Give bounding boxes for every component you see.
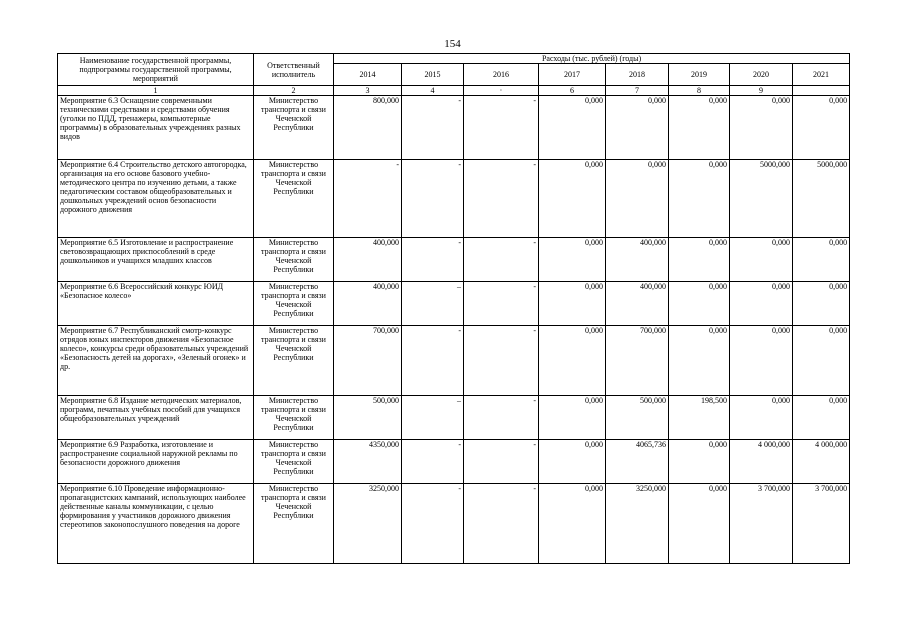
column-number-cell: 7 [606, 86, 669, 96]
expense-value-2020: 5000,000 [730, 160, 793, 238]
expense-value-2021: 0,000 [793, 326, 850, 396]
expense-value-2020: 0,000 [730, 326, 793, 396]
responsible-executor: Министерство транспорта и связи Чеченской Республики [254, 282, 334, 326]
expense-value-2018: 400,000 [606, 282, 669, 326]
table-row [58, 484, 850, 564]
expense-value-2016: - [464, 160, 539, 238]
expense-value-2018: 4065,736 [606, 440, 669, 484]
header-expenses-group: Расходы (тыс. рублей) (годы) [334, 54, 850, 64]
expense-value-2015: - [402, 238, 464, 282]
expense-value-2014: 700,000 [334, 326, 402, 396]
table-body [58, 96, 850, 564]
table-row [58, 160, 850, 238]
expense-value-2018: 0,000 [606, 160, 669, 238]
column-number-cell: 9 [730, 86, 793, 96]
measure-name: Мероприятие 6.10 Проведение информационно-пропагандистских кампаний, использующих наиболее действенные каналы коммуникации, с целью формирования у участников дорожного движения стереотипов законопослушного поведения на дороге [58, 484, 254, 564]
responsible-executor: Министерство транспорта и связи Чеченской Республики [254, 440, 334, 484]
table-row [58, 396, 850, 440]
header-year-2020: 2020 [730, 64, 793, 86]
responsible-executor: Министерство транспорта и связи Чеченской Республики [254, 96, 334, 160]
measure-name: Мероприятие 6.6 Всероссийский конкурс ЮИД «Безопасное колесо» [58, 282, 254, 326]
header-year-2015: 2015 [402, 64, 464, 86]
table-row [58, 238, 850, 282]
expense-value-2021: 3 700,000 [793, 484, 850, 564]
expense-value-2021: 4 000,000 [793, 440, 850, 484]
expense-value-2019: 0,000 [669, 440, 730, 484]
measure-name: Мероприятие 6.7 Республиканский смотр-конкурс отрядов юных инспекторов движения «Безопасное колесо», конкурсы среди образовательных учреждений «Безопасность детей на дорогах», «Зеленый огонек» и др. [58, 326, 254, 396]
expense-value-2015: - [402, 484, 464, 564]
expense-value-2015: - [402, 160, 464, 238]
column-number-cell: 6 [539, 86, 606, 96]
column-number-cell: 4 [402, 86, 464, 96]
expense-value-2014: 400,000 [334, 282, 402, 326]
header-year-2021: 2021 [793, 64, 850, 86]
expense-value-2014: 500,000 [334, 396, 402, 440]
expense-value-2016: - [464, 440, 539, 484]
expense-value-2015: - [402, 96, 464, 160]
expense-value-2019: 0,000 [669, 160, 730, 238]
expense-value-2015: - [402, 326, 464, 396]
expense-value-2018: 700,000 [606, 326, 669, 396]
expense-value-2014: 800,000 [334, 96, 402, 160]
column-number-cell: 3 [334, 86, 402, 96]
expense-value-2018: 0,000 [606, 96, 669, 160]
expense-value-2014: - [334, 160, 402, 238]
column-number-cell: 1 [58, 86, 254, 96]
expense-value-2017: 0,000 [539, 440, 606, 484]
table-row [58, 96, 850, 160]
expense-value-2014: 3250,000 [334, 484, 402, 564]
responsible-executor: Министерство транспорта и связи Чеченской Республики [254, 396, 334, 440]
responsible-executor: Министерство транспорта и связи Чеченской Республики [254, 326, 334, 396]
expense-value-2019: 0,000 [669, 96, 730, 160]
expense-value-2019: 0,000 [669, 484, 730, 564]
header-name-column: Наименование государственной программы, подпрограммы государственной программы, мероприятий [58, 54, 254, 86]
header-column-numbers [58, 86, 850, 96]
expense-value-2018: 3250,000 [606, 484, 669, 564]
page-number: 154 [444, 38, 461, 50]
expense-value-2019: 0,000 [669, 326, 730, 396]
measure-name: Мероприятие 6.5 Изготовление и распространение световозвращающих приспособлений в среде дошкольников и учащихся младших классов [58, 238, 254, 282]
budget-table [57, 53, 850, 564]
measure-name: Мероприятие 6.3 Оснащение современными техническими средствами и средствами обучения (уголки по ПДД, тренажеры, компьютерные программы) в образовательных учреждениях разных видов [58, 96, 254, 160]
expense-value-2017: 0,000 [539, 396, 606, 440]
responsible-executor: Министерство транспорта и связи Чеченской Республики [254, 484, 334, 564]
expense-value-2020: 0,000 [730, 238, 793, 282]
expense-value-2016: - [464, 96, 539, 160]
expense-value-2014: 4350,000 [334, 440, 402, 484]
expense-value-2017: 0,000 [539, 238, 606, 282]
expense-value-2019: 0,000 [669, 238, 730, 282]
expense-value-2016: - [464, 326, 539, 396]
column-number-cell: 8 [669, 86, 730, 96]
expense-value-2017: 0,000 [539, 326, 606, 396]
measure-name: Мероприятие 6.9 Разработка, изготовление и распространение социальной наружной рекламы по безопасности дорожного движения [58, 440, 254, 484]
expense-value-2021: 0,000 [793, 238, 850, 282]
column-number-cell: 2 [254, 86, 334, 96]
expense-value-2019: 0,000 [669, 282, 730, 326]
expense-value-2017: 0,000 [539, 160, 606, 238]
table-row [58, 326, 850, 396]
header-year-2019: 2019 [669, 64, 730, 86]
responsible-executor: Министерство транспорта и связи Чеченской Республики [254, 160, 334, 238]
expense-value-2015: - [402, 440, 464, 484]
expense-value-2020: 3 700,000 [730, 484, 793, 564]
expense-value-2014: 400,000 [334, 238, 402, 282]
expense-value-2015: – [402, 282, 464, 326]
header-year-2014: 2014 [334, 64, 402, 86]
expense-value-2016: - [464, 282, 539, 326]
expense-value-2020: 0,000 [730, 396, 793, 440]
table-row [58, 440, 850, 484]
expense-value-2020: 0,000 [730, 282, 793, 326]
measure-name: Мероприятие 6.4 Строительство детского автогородка, организация на его основе базового учебно-методического центра по изучению детьми, а также педагогическим составом общеобразовательных и дошкольных учреждений основ безопасности дорожного движения [58, 160, 254, 238]
expense-value-2021: 5000,000 [793, 160, 850, 238]
expense-value-2017: 0,000 [539, 484, 606, 564]
table-row [58, 282, 850, 326]
expense-value-2021: 0,000 [793, 96, 850, 160]
expense-value-2016: - [464, 484, 539, 564]
expense-value-2020: 4 000,000 [730, 440, 793, 484]
expense-value-2021: 0,000 [793, 396, 850, 440]
expense-value-2017: 0,000 [539, 282, 606, 326]
expense-value-2016: - [464, 396, 539, 440]
header-year-2018: 2018 [606, 64, 669, 86]
responsible-executor: Министерство транспорта и связи Чеченской Республики [254, 238, 334, 282]
header-year-2016: 2016 [464, 64, 539, 86]
measure-name: Мероприятие 6.8 Издание методических материалов, программ, печатных учебных пособий для учащихся общеобразовательных учреждений [58, 396, 254, 440]
expense-value-2021: 0,000 [793, 282, 850, 326]
expense-value-2016: - [464, 238, 539, 282]
expense-value-2019: 198,500 [669, 396, 730, 440]
expense-value-2018: 500,000 [606, 396, 669, 440]
expense-value-2017: 0,000 [539, 96, 606, 160]
expense-value-2018: 400,000 [606, 238, 669, 282]
column-number-cell [793, 86, 850, 96]
header-executor-column: Ответственный исполнитель [254, 54, 334, 86]
header-year-2017: 2017 [539, 64, 606, 86]
column-number-cell: · [464, 86, 539, 96]
expense-value-2020: 0,000 [730, 96, 793, 160]
expense-value-2015: – [402, 396, 464, 440]
